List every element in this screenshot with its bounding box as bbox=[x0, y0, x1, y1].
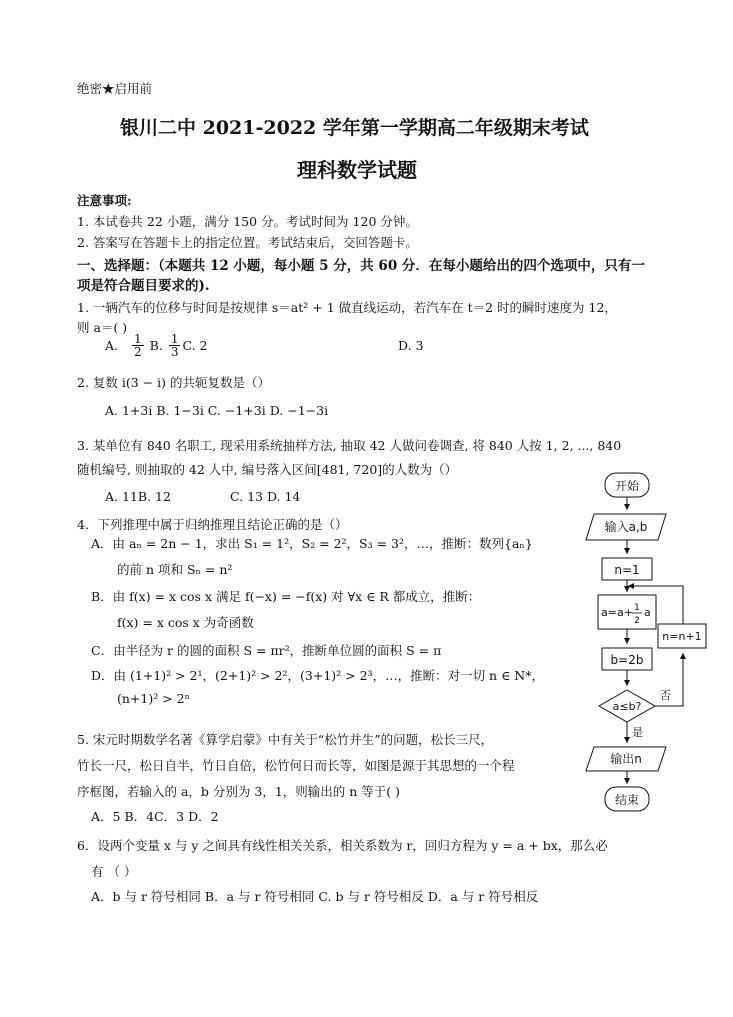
notice-heading: 注意事项: bbox=[77, 193, 132, 208]
q1-option-b: B. bbox=[149, 338, 163, 353]
q1-stem-cont: 则 a＝( ) bbox=[77, 320, 128, 335]
flow-a-update-den: 2 bbox=[634, 616, 640, 626]
flow-no-label: 否 bbox=[660, 689, 671, 702]
q5-options: A．5 B．4C．3 D．2 bbox=[91, 809, 219, 824]
flow-a-update-num: 1 bbox=[634, 603, 640, 613]
q5-stem-cont-1: 竹长一尺，松日自半，竹日自倍，松竹何日而长等，如图是源于其思想的一个程 bbox=[77, 758, 515, 773]
q4-option-c: C．由半径为 r 的圆的面积 S = πr²，推断单位圆的面积 S = π bbox=[91, 643, 442, 658]
q4-option-d: D．由 (1+1)² > 2¹，(2+1)² > 2²，(3+1)² > 2³，…，推断：对一切 n ∈ N*， bbox=[91, 668, 544, 683]
flow-n-init-text: n=1 bbox=[614, 563, 640, 577]
flow-start-text: 开始 bbox=[614, 479, 640, 493]
secret-label: 绝密★启用前 bbox=[77, 81, 153, 96]
q1-fraction-a-num: 1 bbox=[134, 332, 142, 346]
q1-stem: 1. 一辆汽车的位移与时间是按规律 s＝at² + 1 做直线运动，若汽车在 t＝2 时的瞬时速度为 12， bbox=[77, 300, 617, 315]
flow-end-text: 结束 bbox=[614, 793, 640, 807]
program-flowchart bbox=[580, 468, 708, 814]
q1-fraction-a-den: 2 bbox=[134, 345, 142, 359]
q6-options: A．b 与 r 符号相同 B．a 与 r 符号相同 C. b 与 r 符号相反 D．a 与 r 符号相反 bbox=[91, 889, 539, 904]
q6-stem-cont: 有 （ ） bbox=[91, 864, 137, 879]
q5-stem: 5. 宋元时期数学名著《算学启蒙》中有关于“松竹并生”的问题，松长三尺， bbox=[77, 732, 494, 747]
q1-fraction-b bbox=[169, 333, 181, 358]
flow-a-update-suffix: a bbox=[644, 606, 651, 619]
q4-option-b: B．由 f(x) = x cos x 满足 f(−x) = −f(x) 对 ∀x ∈ R 都成立，推断： bbox=[91, 589, 481, 604]
q4-option-a: A．由 aₙ = 2n − 1，求出 S₁ = 1²，S₂ = 2²，S₃ = 3²，…，推断：数列{aₙ} bbox=[91, 536, 533, 551]
q6-stem: 6．设两个变量 x 与 y 之间具有线性相关关系，相关系数为 r，回归方程为 y = a + bx，那么必 bbox=[77, 838, 608, 853]
q4-option-b-cont: f(x) = x cos x 为奇函数 bbox=[117, 615, 254, 630]
q1-option-d: D. 3 bbox=[398, 338, 424, 353]
q3-stem-cont: 随机编号, 则抽取的 42 人中, 编号落入区间[481, 720]的人数为（） bbox=[77, 462, 458, 477]
q2-stem: 2. 复数 i(3 − i) 的共轭复数是（） bbox=[77, 375, 270, 390]
flow-b-update-text: b=2b bbox=[610, 653, 644, 667]
q3-stem: 3. 某单位有 840 名职工, 现采用系统抽样方法, 抽取 42 人做问卷调查, 将 840 人按 1, 2, ..., 840 bbox=[77, 438, 622, 453]
exam-title: 银川二中 2021-2022 学年第一学期高二年级期末考试 bbox=[120, 117, 589, 139]
q1-options bbox=[105, 333, 208, 358]
notice-item-1: 1. 本试卷共 22 小题，满分 150 分。考试时间为 120 分钟。 bbox=[77, 214, 418, 229]
q1-fraction-b-den: 3 bbox=[170, 345, 179, 359]
q1-option-a: A. bbox=[105, 338, 119, 353]
exam-subtitle: 理科数学试题 bbox=[297, 158, 417, 182]
flow-n-update-text: n=n+1 bbox=[662, 630, 702, 643]
flow-condition-text: a≤b? bbox=[612, 700, 642, 713]
q1-fraction-a bbox=[132, 333, 144, 358]
notice-item-2: 2. 答案写在答题卡上的指定位置。考试结束后，交回答题卡。 bbox=[77, 235, 418, 250]
section-1-heading-cont: 项是符合题目要求的). bbox=[77, 278, 210, 294]
section-1-heading: 一、选择题：（本题共 12 小题，每小题 5 分，共 60 分．在每小题给出的四个选项中，只有一 bbox=[77, 258, 645, 274]
q4-stem: 4．下列推理中属于归纳推理且结论正确的是（） bbox=[77, 517, 348, 532]
flow-output-text: 输出n bbox=[610, 752, 642, 766]
flow-a-update-prefix: a=a+ bbox=[601, 606, 633, 619]
q3-options-ab: A. 11B. 12 bbox=[105, 489, 171, 504]
q4-option-d-cont: (n+1)² > 2ⁿ bbox=[117, 691, 191, 706]
q4-option-a-cont: 的前 n 项和 Sₙ = n² bbox=[117, 562, 233, 577]
q1-fraction-b-num: 1 bbox=[170, 332, 179, 346]
flow-input-text: 输入a,b bbox=[604, 520, 648, 534]
q1-option-c: C. 2 bbox=[182, 338, 208, 353]
q5-stem-cont-2: 序框图，若输入的 a，b 分别为 3，1，则输出的 n 等于( ) bbox=[77, 784, 401, 799]
flow-yes-label: 是 bbox=[632, 726, 643, 739]
q2-options: A. 1+3i B. 1−3i C. −1+3i D. −1−3i bbox=[105, 403, 329, 418]
q3-options-cd: C. 13 D. 14 bbox=[230, 489, 301, 504]
